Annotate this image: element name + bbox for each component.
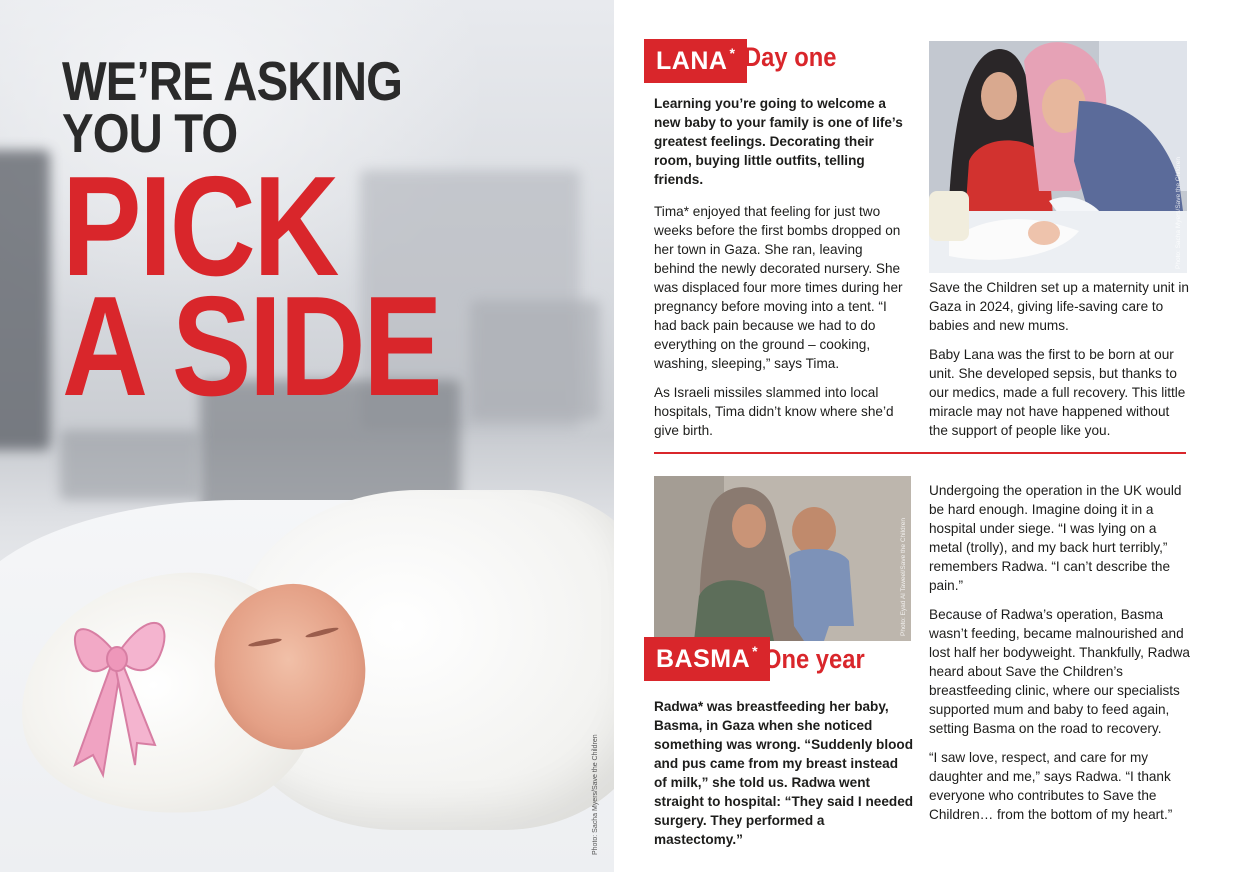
name-tag-label: BASMA bbox=[656, 645, 751, 673]
paragraph: Because of Radwa’s operation, Basma wasn’t feeding, became malnourished and lost half her bodyweight. Thankfully, Radwa heard about Save the Children’s breastfeeding clinic, where our specialists supported mum and baby to feed again, setting Basma on the road to recovery. bbox=[929, 607, 1190, 736]
paragraph: Tima* enjoyed that feeling for just two weeks before the first bombs dropped on her town in Gaza. She ran, leaving behind the newly decorated nursery. She was displaced four more times during her pregnancy before moving into a tent. “I had back pain because we had to do everything on the ground – cooking, washing, sleeping,” says Tima. bbox=[654, 204, 903, 371]
basma-body bbox=[929, 481, 1191, 824]
paragraph: Baby Lana was the first to be born at our unit. She developed sepsis, but thanks to our medics, made a full recovery. This little miracle may not have happened without the support of people like you. bbox=[929, 347, 1186, 438]
pink-bow-icon bbox=[55, 585, 185, 785]
basma-lede: Radwa* was breastfeeding her baby, Basma, in Gaza when she noticed something was wrong. “Suddenly blood and pus came from my breast instead of milk,” she told us. Radwa went straight to hospital: “They said I needed surgery. They performed a mastectomy.” bbox=[654, 699, 914, 847]
paragraph: Undergoing the operation in the UK would be hard enough. Imagine doing it in a hospital under siege. “I was lying on a metal (trolly), and my back hurt terribly,” remembers Radwa. “I can’t describe the pain.” bbox=[929, 483, 1182, 593]
section-subtitle: Day one bbox=[744, 42, 837, 72]
photo-illustration bbox=[654, 476, 911, 641]
photo-credit: Photo: Eyad Al Taweel/Save the Children bbox=[900, 517, 907, 636]
background-blur bbox=[0, 150, 50, 450]
name-tag-label: LANA bbox=[656, 47, 728, 75]
headline-line: YOU TO bbox=[62, 102, 238, 164]
section-divider bbox=[654, 452, 1186, 454]
photo-credit: Photo: Sacha Myers/Save the Children bbox=[592, 734, 599, 855]
asterisk: * bbox=[752, 643, 759, 659]
lana-body bbox=[654, 202, 906, 440]
asterisk: * bbox=[729, 45, 736, 61]
name-tag-lana bbox=[644, 39, 747, 83]
mother-and-baby-photo bbox=[654, 476, 911, 641]
headline-emphasis: PICK bbox=[62, 147, 337, 306]
name-tag-basma bbox=[644, 637, 770, 681]
headline-line: WE’RE ASKING bbox=[62, 50, 403, 112]
lana-lede: Learning you’re going to welcome a new baby to your family is one of life’s greatest feelings. Decorating their room, buying little outfits, telling friends. bbox=[654, 96, 903, 187]
paragraph: Save the Children set up a maternity unit in Gaza in 2024, giving life-saving care to babies and new mums. bbox=[929, 280, 1189, 333]
headline-emphasis: A SIDE bbox=[62, 267, 441, 426]
section-subtitle: One year bbox=[763, 644, 865, 674]
paragraph: As Israeli missiles slammed into local hospitals, Tima didn’t know where she’d give birth. bbox=[654, 385, 894, 438]
story-page bbox=[614, 0, 1256, 872]
paragraph: “I saw love, respect, and care for my daughter and me,” says Radwa. “I thank everyone who contributes to Save the Children… from the bottom of my heart.” bbox=[929, 750, 1173, 822]
headline bbox=[62, 50, 512, 426]
maternity-unit-photo bbox=[929, 41, 1187, 273]
lana-right-body bbox=[929, 278, 1191, 440]
photo-credit: Photo: Sacha Myers/Save the Children bbox=[1175, 156, 1182, 269]
cover-photo-page bbox=[0, 0, 614, 872]
background-blur bbox=[60, 430, 200, 500]
photo-illustration bbox=[929, 41, 1187, 273]
